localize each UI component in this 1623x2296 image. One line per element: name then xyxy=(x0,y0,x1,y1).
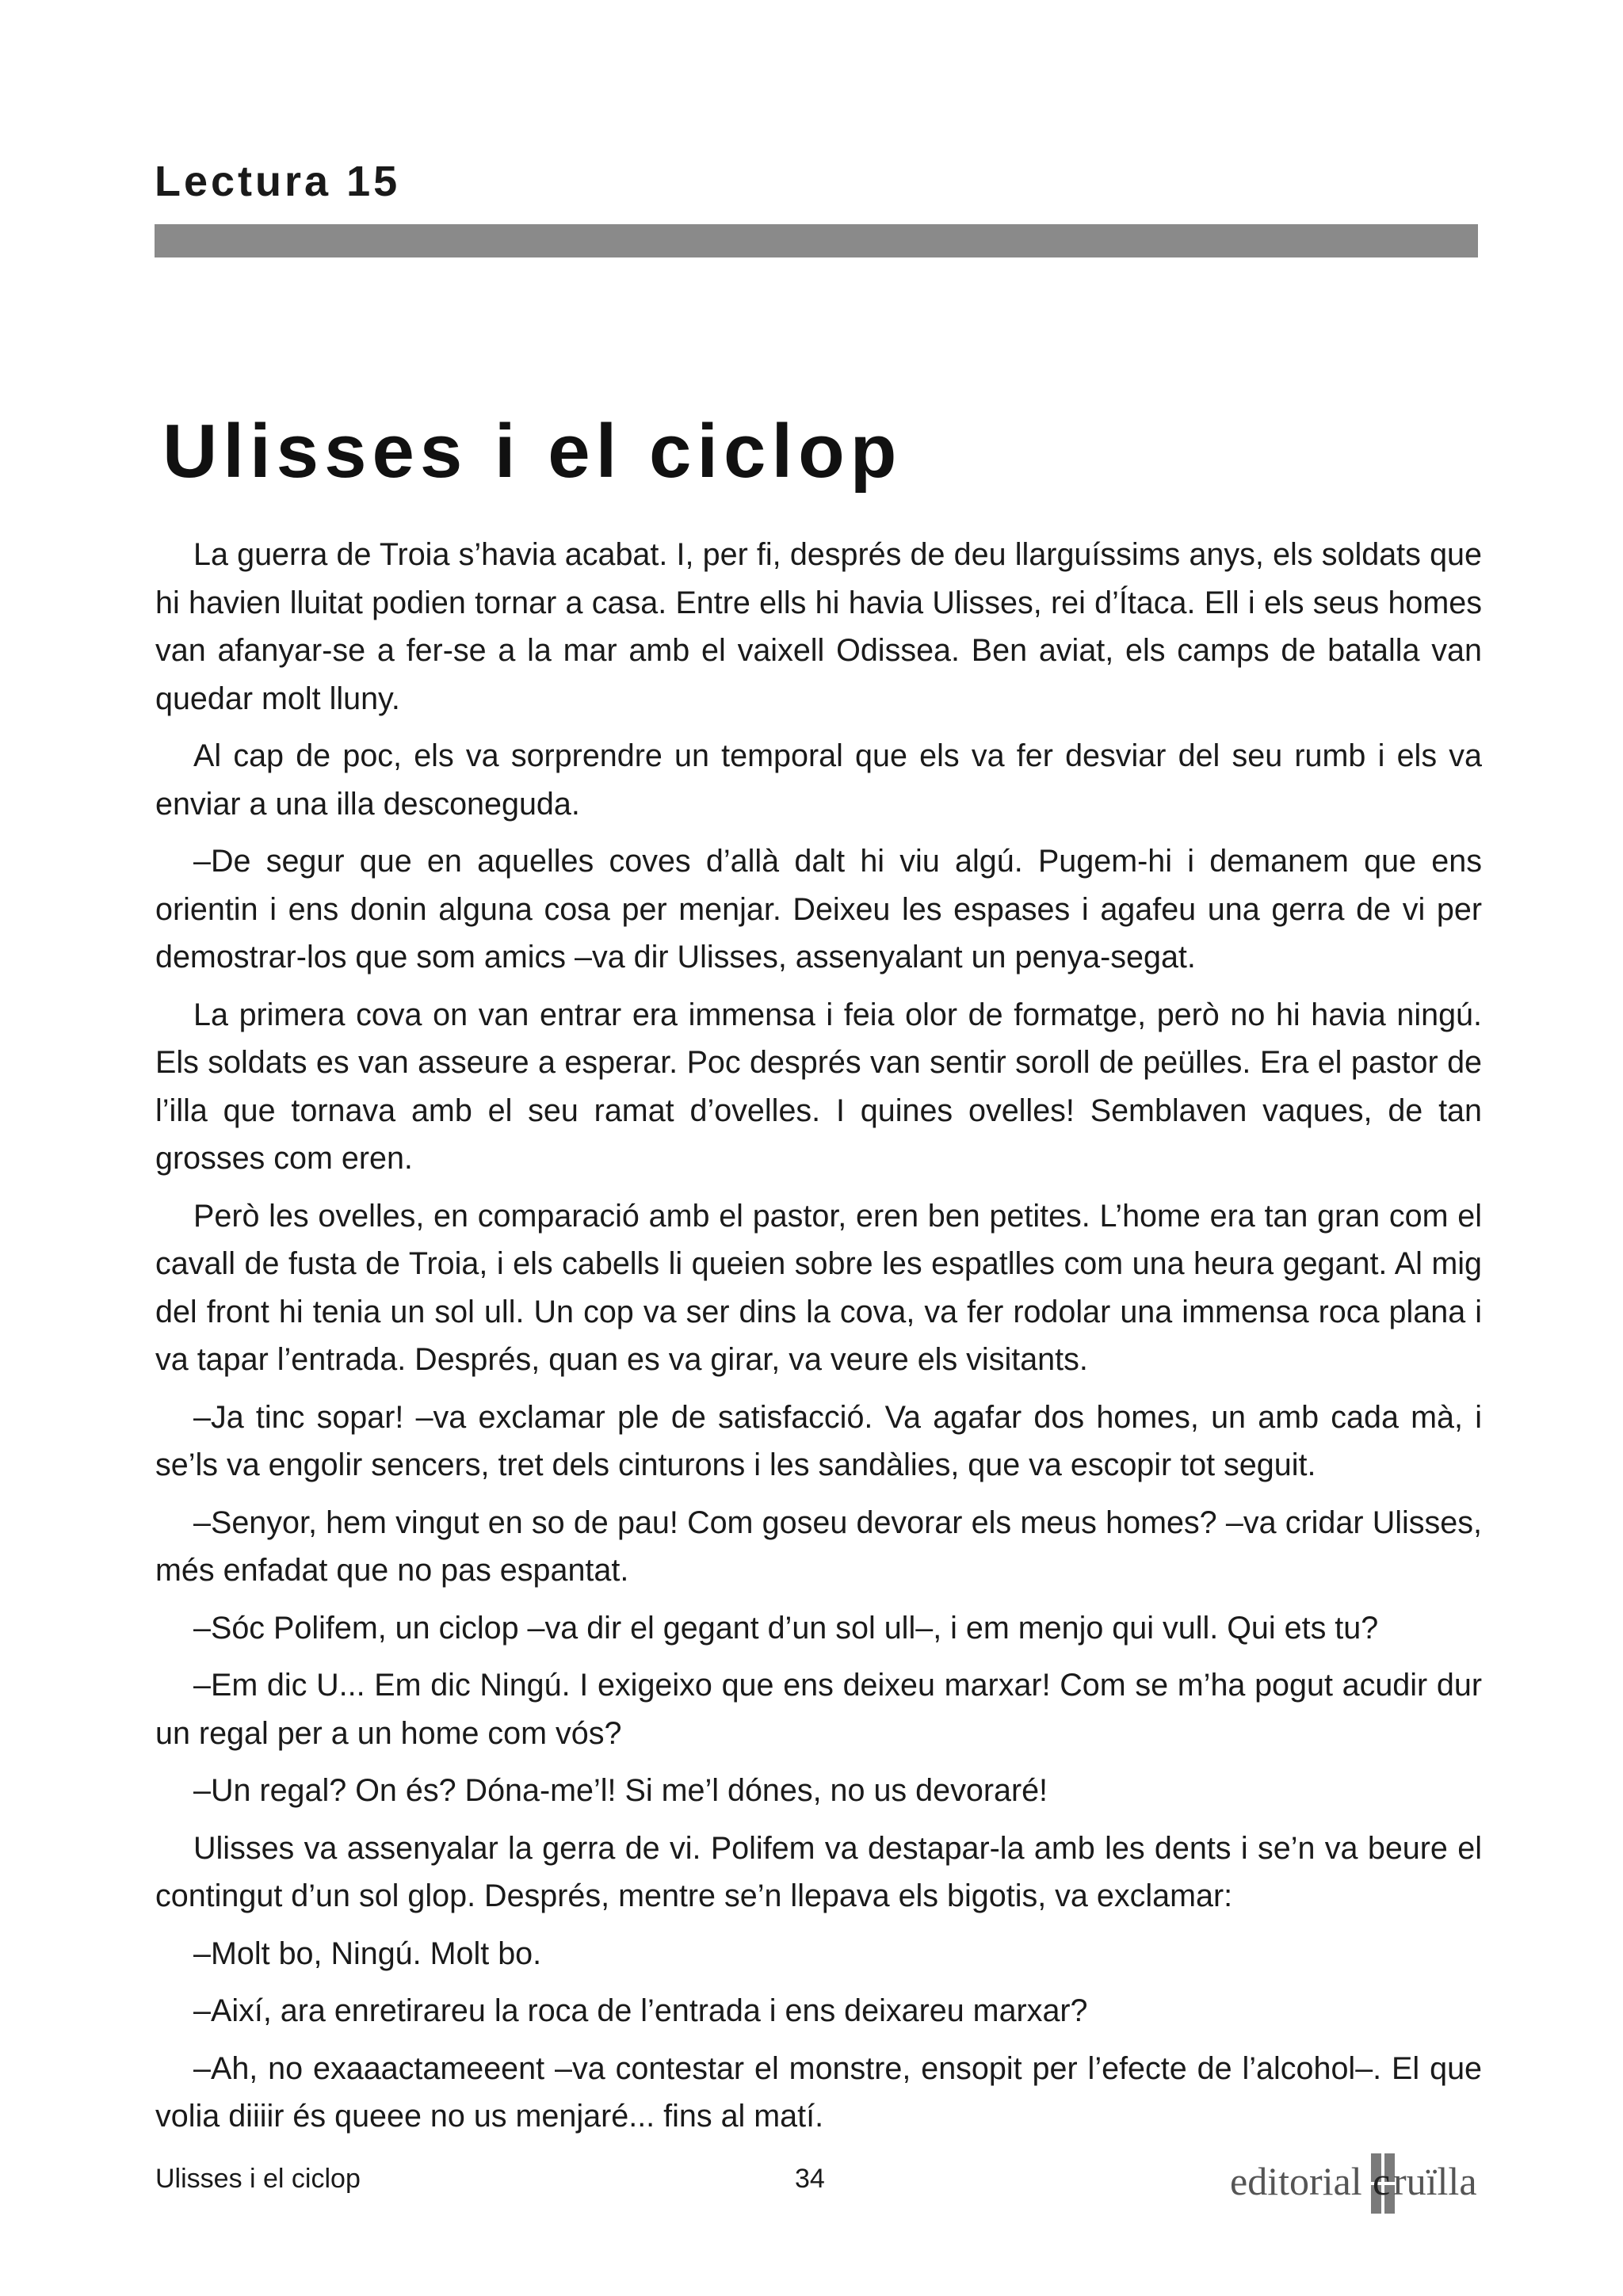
paragraph: –Així, ara enretirareu la roca de l’entrada i ens deixareu marxar? xyxy=(193,1993,1088,2028)
header-divider-bar xyxy=(155,224,1478,257)
paragraph: –De segur que en aquelles coves d’allà dalt hi viu algú. Pugem-hi i demanem que ens orientin i ens donin alguna cosa per menjar. Deixeu les espases i agafeu una gerra de vi per demostrar-los que som amics –va dir Ulisses, assenyalant un penya-segat. xyxy=(155,844,1482,974)
paragraph: La primera cova on van entrar era immensa i feia olor de formatge, però no hi havia ningú. Els soldats es van asseure a esperar. Poc després van sentir soroll de peülles. Era el pastor de l’illa que tornava amb el seu ramat d’ovelles. I quines ovelles! Semblaven vaques, de tan grosses com eren. xyxy=(155,997,1482,1176)
publisher-name-right: ruïlla xyxy=(1393,2159,1477,2203)
story-title: Ulisses i el ciclop xyxy=(162,409,903,494)
lesson-label: Lectura 15 xyxy=(155,158,401,205)
publisher-logo xyxy=(1230,2149,1484,2215)
page-number: 34 xyxy=(795,2164,825,2194)
paragraph: –Molt bo, Ningú. Molt bo. xyxy=(193,1936,542,1971)
publisher-name-left: editorial xyxy=(1230,2159,1362,2203)
paragraph: La guerra de Troia s’havia acabat. I, per fi, després de deu llarguíssims anys, els soldats que hi havien lluitat podien tornar a casa. Entre ells hi havia Ulisses, rei d’Ítaca. Ell i els seus homes van afanyar-se a fer-se a la mar amb el vaixell Odissea. Ben aviat, els camps de batalla van quedar molt lluny. xyxy=(155,537,1482,716)
paragraph: –Em dic U... Em dic Ningú. I exigeixo que ens deixeu marxar! Com se m’ha pogut acudir dur un regal per a un home com vós? xyxy=(155,1668,1482,1751)
paragraph: –Sóc Polifem, un ciclop –va dir el gegant d’un sol ull–, i em menjo qui vull. Qui ets tu? xyxy=(193,1610,1379,1646)
footer-title: Ulisses i el ciclop xyxy=(155,2164,361,2194)
story-body xyxy=(155,531,1482,2150)
paragraph: Ulisses va assenyalar la gerra de vi. Polifem va destapar-la amb les dents i se’n va beure el contingut d’un sol glop. Després, mentre se’n llepava els bigotis, va exclamar: xyxy=(155,1830,1482,1913)
paragraph: –Ja tinc sopar! –va exclamar ple de satisfacció. Va agafar dos homes, un amb cada mà, i se’ls va engolir sencers, tret dels cinturons i les sandàlies, que va escopir tot seguit. xyxy=(155,1399,1482,1482)
paragraph: Però les ovelles, en comparació amb el pastor, eren ben petites. L’home era tan gran com el cavall de fusta de Troia, i els cabells li queien sobre les espatlles com una heura gegant. Al mig del front hi tenia un sol ull. Un cop va ser dins la cova, va fer rodolar una immensa roca plana i va tapar l’entrada. Després, quan es va girar, va veure els visitants. xyxy=(155,1198,1482,1377)
paragraph: Al cap de poc, els va sorprendre un temporal que els va fer desviar del seu rumb i els va enviar a una illa desconeguda. xyxy=(155,738,1482,822)
publisher-mark-letter: c xyxy=(1373,2159,1391,2203)
paragraph: –Un regal? On és? Dóna-me’l! Si me’l dónes, no us devoraré! xyxy=(193,1773,1048,1808)
paragraph: –Ah, no exaaactameeent –va contestar el monstre, ensopit per l’efecte de l’alcohol–. El que volia diiiir és queee no us menjaré... fins al matí. xyxy=(155,2050,1482,2134)
paragraph: –Senyor, hem vingut en so de pau! Com goseu devorar els meus homes? –va cridar Ulisses, més enfadat que no pas espantat. xyxy=(155,1505,1482,1588)
